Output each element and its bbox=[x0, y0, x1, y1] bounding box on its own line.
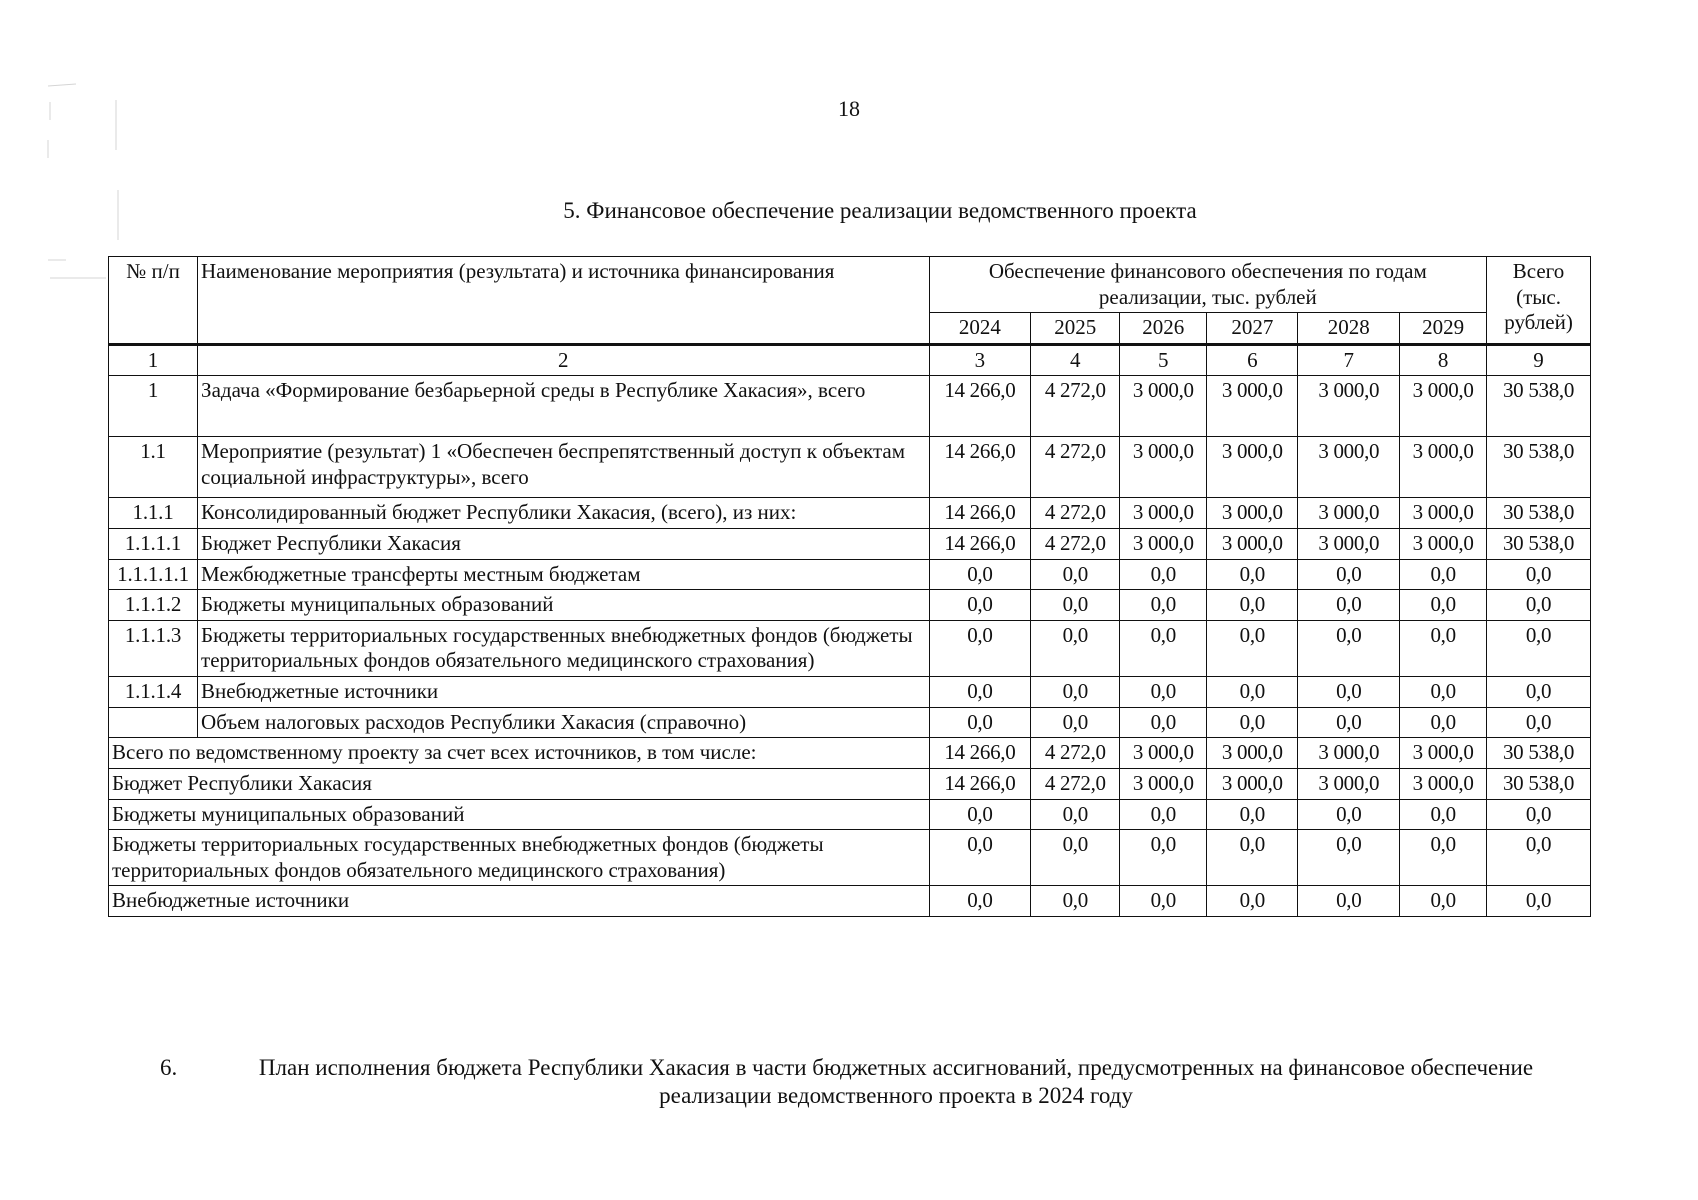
row-value: 3 000,0 bbox=[1120, 437, 1207, 498]
summary-row-name: Бюджет Республики Хакасия bbox=[109, 768, 930, 799]
header-col-num: № п/п bbox=[109, 257, 198, 345]
summary-row bbox=[109, 886, 1591, 917]
summary-row-value: 14 266,0 bbox=[929, 738, 1031, 769]
row-value: 3 000,0 bbox=[1207, 376, 1298, 437]
row-number: 1.1.1.2 bbox=[109, 590, 198, 621]
summary-row-value: 4 272,0 bbox=[1031, 738, 1120, 769]
row-value: 0,0 bbox=[1298, 677, 1400, 708]
row-value: 4 272,0 bbox=[1031, 376, 1120, 437]
summary-row-value: 30 538,0 bbox=[1487, 738, 1591, 769]
row-value: 4 272,0 bbox=[1031, 529, 1120, 560]
row-value: 0,0 bbox=[1400, 559, 1487, 590]
summary-row-name: Всего по ведомственному проекту за счет всех источников, в том числе: bbox=[109, 738, 930, 769]
row-value: 30 538,0 bbox=[1487, 376, 1591, 437]
financing-table bbox=[108, 256, 1591, 917]
row-value: 0,0 bbox=[1487, 590, 1591, 621]
row-name: Межбюджетные трансферты местным бюджетам bbox=[198, 559, 929, 590]
summary-row-value: 3 000,0 bbox=[1120, 738, 1207, 769]
column-number: 2 bbox=[198, 344, 929, 376]
row-value: 4 272,0 bbox=[1031, 498, 1120, 529]
column-number: 7 bbox=[1298, 344, 1400, 376]
row-value: 0,0 bbox=[1031, 590, 1120, 621]
column-number: 3 bbox=[929, 344, 1031, 376]
summary-row-value: 0,0 bbox=[929, 886, 1031, 917]
row-value: 30 538,0 bbox=[1487, 529, 1591, 560]
row-number: 1.1.1.1.1 bbox=[109, 559, 198, 590]
summary-row-value: 0,0 bbox=[1298, 799, 1400, 830]
header-col-years-group: Обеспечение финансового обеспечения по годам реализации, тыс. рублей bbox=[929, 257, 1487, 313]
row-name: Внебюджетные источники bbox=[198, 677, 929, 708]
row-value: 0,0 bbox=[1031, 559, 1120, 590]
summary-row-name: Бюджеты муниципальных образований bbox=[109, 799, 930, 830]
row-value: 0,0 bbox=[1120, 707, 1207, 738]
summary-row-value: 3 000,0 bbox=[1120, 768, 1207, 799]
row-value: 0,0 bbox=[929, 620, 1031, 676]
row-value: 0,0 bbox=[1120, 620, 1207, 676]
column-number: 5 bbox=[1120, 344, 1207, 376]
row-value: 14 266,0 bbox=[929, 376, 1031, 437]
summary-row bbox=[109, 799, 1591, 830]
row-value: 0,0 bbox=[929, 707, 1031, 738]
row-value: 14 266,0 bbox=[929, 437, 1031, 498]
row-value: 0,0 bbox=[1487, 677, 1591, 708]
column-number: 6 bbox=[1207, 344, 1298, 376]
row-value: 3 000,0 bbox=[1400, 529, 1487, 560]
row-value: 0,0 bbox=[1207, 620, 1298, 676]
row-value: 0,0 bbox=[1031, 707, 1120, 738]
next-section-text: План исполнения бюджета Республики Хакасия в части бюджетных ассигнований, предусмотренных на финансовое обеспечение реализации ведомственного проекта в 2024 году bbox=[258, 1055, 1534, 1108]
summary-row-value: 0,0 bbox=[1031, 799, 1120, 830]
row-value: 30 538,0 bbox=[1487, 498, 1591, 529]
summary-row-value: 0,0 bbox=[1400, 886, 1487, 917]
table-row bbox=[109, 559, 1591, 590]
summary-row-value: 0,0 bbox=[1487, 830, 1591, 886]
summary-row bbox=[109, 830, 1591, 886]
row-value: 0,0 bbox=[1487, 707, 1591, 738]
summary-row-value: 0,0 bbox=[1120, 886, 1207, 917]
row-value: 3 000,0 bbox=[1298, 437, 1400, 498]
header-year: 2028 bbox=[1298, 313, 1400, 345]
row-value: 3 000,0 bbox=[1207, 437, 1298, 498]
header-year: 2025 bbox=[1031, 313, 1120, 345]
row-name: Бюджеты муниципальных образований bbox=[198, 590, 929, 621]
summary-row-value: 0,0 bbox=[1400, 799, 1487, 830]
row-value: 3 000,0 bbox=[1298, 376, 1400, 437]
row-value: 0,0 bbox=[1120, 559, 1207, 590]
table-row bbox=[109, 707, 1591, 738]
summary-row bbox=[109, 738, 1591, 769]
row-number: 1.1.1.1 bbox=[109, 529, 198, 560]
summary-row-value: 0,0 bbox=[929, 830, 1031, 886]
row-value: 0,0 bbox=[1400, 677, 1487, 708]
row-value: 0,0 bbox=[1487, 620, 1591, 676]
header-year: 2024 bbox=[929, 313, 1031, 345]
table-row bbox=[109, 437, 1591, 498]
row-value: 0,0 bbox=[1031, 620, 1120, 676]
summary-row-value: 0,0 bbox=[1031, 830, 1120, 886]
summary-row-value: 0,0 bbox=[1207, 799, 1298, 830]
row-name: Бюджет Республики Хакасия bbox=[198, 529, 929, 560]
summary-row-value: 0,0 bbox=[1298, 886, 1400, 917]
table-row bbox=[109, 590, 1591, 621]
header-row-top bbox=[109, 257, 1591, 313]
column-number-row bbox=[109, 344, 1591, 376]
row-value: 0,0 bbox=[929, 559, 1031, 590]
header-year: 2029 bbox=[1400, 313, 1487, 345]
summary-row-name: Бюджеты территориальных государственных внебюджетных фондов (бюджеты территориальных фондов обязательного медицинского страхования) bbox=[109, 830, 930, 886]
row-name: Мероприятие (результат) 1 «Обеспечен беспрепятственный доступ к объектам социальной инфраструктуры», всего bbox=[198, 437, 929, 498]
row-value: 3 000,0 bbox=[1120, 498, 1207, 529]
row-value: 3 000,0 bbox=[1400, 437, 1487, 498]
row-value: 30 538,0 bbox=[1487, 437, 1591, 498]
row-value: 0,0 bbox=[1400, 620, 1487, 676]
summary-row-value: 30 538,0 bbox=[1487, 768, 1591, 799]
row-number bbox=[109, 707, 198, 738]
row-value: 3 000,0 bbox=[1120, 529, 1207, 560]
summary-row-value: 0,0 bbox=[1298, 830, 1400, 886]
header-year: 2026 bbox=[1120, 313, 1207, 345]
summary-row-name: Внебюджетные источники bbox=[109, 886, 930, 917]
table-row bbox=[109, 677, 1591, 708]
summary-row-value: 3 000,0 bbox=[1298, 768, 1400, 799]
row-number: 1.1.1.3 bbox=[109, 620, 198, 676]
row-value: 0,0 bbox=[1298, 590, 1400, 621]
section-title: 5. Финансовое обеспечение реализации ведомственного проекта bbox=[563, 198, 1197, 223]
row-value: 14 266,0 bbox=[929, 529, 1031, 560]
row-number: 1 bbox=[109, 376, 198, 437]
table-row bbox=[109, 529, 1591, 560]
row-value: 0,0 bbox=[1207, 590, 1298, 621]
row-number: 1.1.1 bbox=[109, 498, 198, 529]
next-section-heading bbox=[160, 1054, 1560, 1109]
summary-row-value: 0,0 bbox=[1031, 886, 1120, 917]
row-value: 3 000,0 bbox=[1298, 498, 1400, 529]
row-value: 0,0 bbox=[1400, 707, 1487, 738]
header-col-total: Всего (тыс. рублей) bbox=[1487, 257, 1591, 345]
column-number: 1 bbox=[109, 344, 198, 376]
summary-row-value: 0,0 bbox=[1207, 830, 1298, 886]
summary-row bbox=[109, 768, 1591, 799]
summary-row-value: 3 000,0 bbox=[1207, 738, 1298, 769]
row-value: 0,0 bbox=[1400, 590, 1487, 621]
row-value: 0,0 bbox=[1207, 677, 1298, 708]
column-number: 4 bbox=[1031, 344, 1120, 376]
header-col-name: Наименование мероприятия (результата) и источника финансирования bbox=[198, 257, 929, 345]
table-row bbox=[109, 620, 1591, 676]
row-value: 0,0 bbox=[1207, 707, 1298, 738]
row-value: 0,0 bbox=[929, 590, 1031, 621]
row-value: 0,0 bbox=[1298, 620, 1400, 676]
row-name: Задача «Формирование безбарьерной среды в Республике Хакасия», всего bbox=[198, 376, 929, 437]
summary-row-value: 0,0 bbox=[1120, 799, 1207, 830]
summary-row-value: 3 000,0 bbox=[1400, 738, 1487, 769]
row-value: 3 000,0 bbox=[1400, 376, 1487, 437]
summary-row-value: 0,0 bbox=[1487, 799, 1591, 830]
row-value: 3 000,0 bbox=[1207, 529, 1298, 560]
summary-row-value: 0,0 bbox=[1487, 886, 1591, 917]
column-number: 9 bbox=[1487, 344, 1591, 376]
row-value: 14 266,0 bbox=[929, 498, 1031, 529]
column-number: 8 bbox=[1400, 344, 1487, 376]
next-section-number: 6. bbox=[160, 1055, 178, 1080]
row-value: 3 000,0 bbox=[1298, 529, 1400, 560]
summary-row-value: 3 000,0 bbox=[1400, 768, 1487, 799]
summary-row-value: 0,0 bbox=[1207, 886, 1298, 917]
row-value: 0,0 bbox=[1298, 707, 1400, 738]
table-row bbox=[109, 498, 1591, 529]
summary-row-value: 0,0 bbox=[1400, 830, 1487, 886]
summary-row-value: 0,0 bbox=[929, 799, 1031, 830]
row-value: 0,0 bbox=[1031, 677, 1120, 708]
summary-row-value: 3 000,0 bbox=[1298, 738, 1400, 769]
row-number: 1.1 bbox=[109, 437, 198, 498]
table-row bbox=[109, 376, 1591, 437]
row-name: Консолидированный бюджет Республики Хакасия, (всего), из них: bbox=[198, 498, 929, 529]
summary-row-value: 3 000,0 bbox=[1207, 768, 1298, 799]
row-value: 0,0 bbox=[1298, 559, 1400, 590]
row-value: 3 000,0 bbox=[1400, 498, 1487, 529]
row-value: 0,0 bbox=[929, 677, 1031, 708]
row-value: 3 000,0 bbox=[1120, 376, 1207, 437]
row-value: 4 272,0 bbox=[1031, 437, 1120, 498]
row-value: 0,0 bbox=[1487, 559, 1591, 590]
summary-row-value: 14 266,0 bbox=[929, 768, 1031, 799]
row-name: Бюджеты территориальных государственных внебюджетных фондов (бюджеты территориальных фондов обязательного медицинского страхования) bbox=[198, 620, 929, 676]
row-number: 1.1.1.4 bbox=[109, 677, 198, 708]
summary-row-value: 4 272,0 bbox=[1031, 768, 1120, 799]
row-value: 0,0 bbox=[1120, 677, 1207, 708]
row-name: Объем налоговых расходов Республики Хакасия (справочно) bbox=[198, 707, 929, 738]
row-value: 0,0 bbox=[1207, 559, 1298, 590]
summary-row-value: 0,0 bbox=[1120, 830, 1207, 886]
row-value: 0,0 bbox=[1120, 590, 1207, 621]
row-value: 3 000,0 bbox=[1207, 498, 1298, 529]
header-year: 2027 bbox=[1207, 313, 1298, 345]
page-number: 18 bbox=[838, 96, 860, 121]
